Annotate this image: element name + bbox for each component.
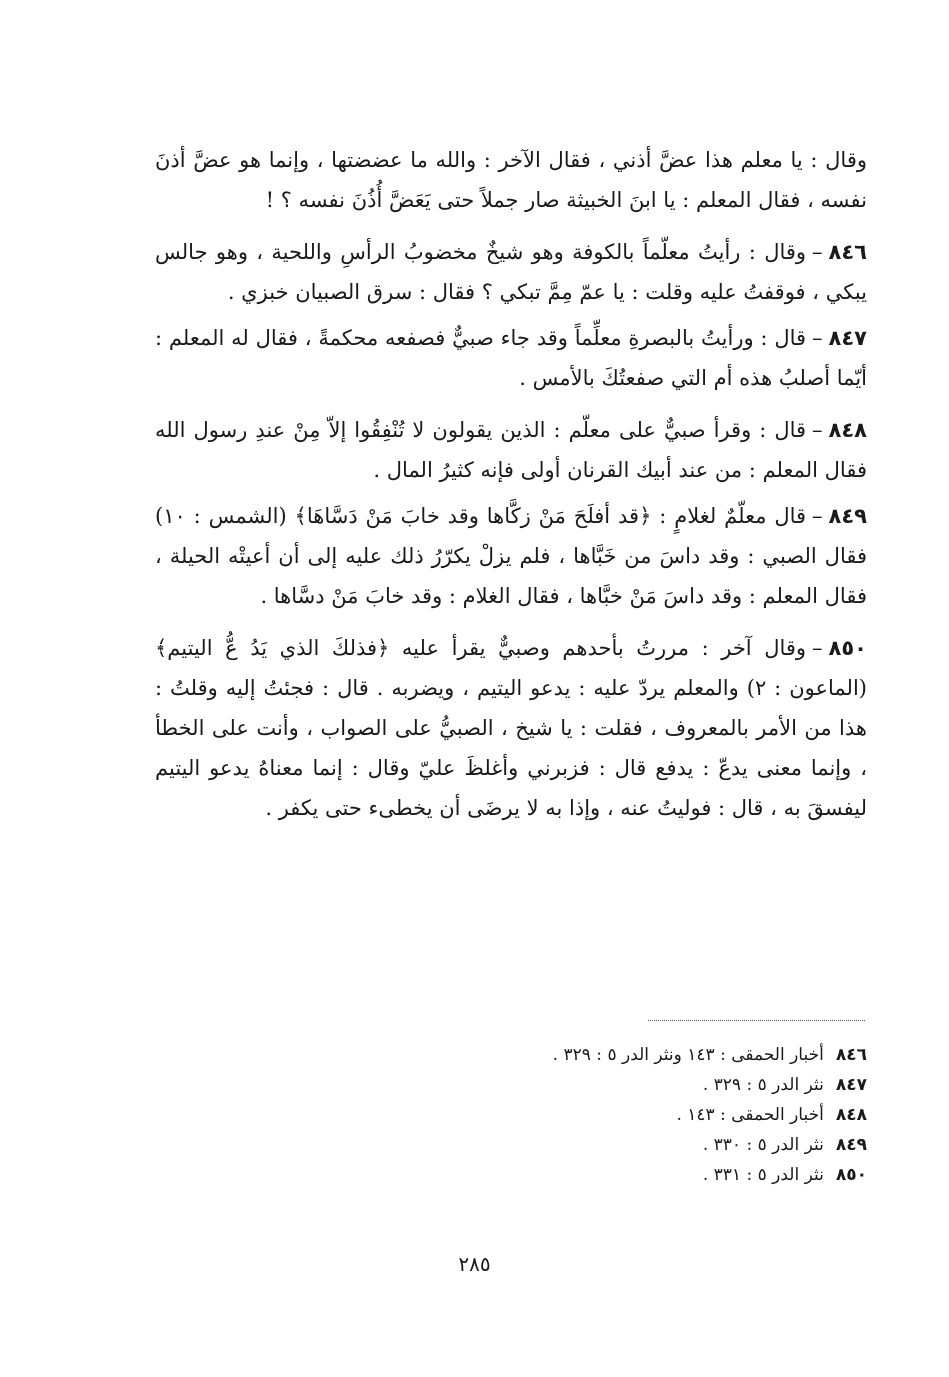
entry-number: ٨٥٠ <box>828 636 867 660</box>
paragraph-text: قال : ورأيتُ بالبصرةِ معلِّماً وقد جاء صبيٌّ فصفعه محكمةً ، فقال له المعلم : أيّما أصلبُ هذه أم التي صفعتُكَ بالأمس . <box>155 326 867 390</box>
dash-separator: – <box>812 326 823 350</box>
paragraph-847 <box>155 318 867 398</box>
footnote-text: أخبار الحمقى : ١٤٣ ونثر الدر ٥ : ٣٢٩ . <box>552 1045 824 1065</box>
paragraph-850 <box>155 628 867 828</box>
footnotes <box>455 1040 867 1190</box>
dash-separator: – <box>812 418 823 442</box>
page-number: ٢٨٥ <box>458 1252 491 1276</box>
main-text <box>155 140 867 834</box>
paragraph-848 <box>155 410 867 490</box>
footnote-number: ٨٤٨ <box>835 1105 867 1125</box>
footnote-850 <box>455 1160 867 1190</box>
paragraph-text: قال معلّمٌ لغلامٍ : ﴿قد أفلَحَ مَنْ زكَّاها وقد خابَ مَنْ دَسَّاهَا﴾ (الشمس : ١٠) فقال الصبي : وقد داسَ من خَبَّاها ، فلم يزلْ يكرّرُ ذلك عليه إلى أن أعيتْه الحيلة ، فقال المعلم : وقد داسَ مَنْ خبَّاها ، فقال الغلام : وقد خابَ مَنْ دسَّاها . <box>155 504 867 608</box>
paragraph-849 <box>155 496 867 616</box>
footnote-846 <box>455 1040 867 1070</box>
paragraph-text: وقال آخر : مررتُ بأحدهم وصبيٌّ يقرأ عليه ﴿فذلكَ الذي يَدُ عُّ اليتيم﴾ (الماعون : ٢) والمعلم يردّ عليه : يدعو اليتيم ، ويضربه . قال : فجئتُ إليه وقلتُ : هذا من الأمر بالمعروف ، فقلت : يا شيخ ، الصبيُّ على الصواب ، وأنت على الخطأ ، وإنما معنى يدعّ : يدفع قال : فزبرني وأغلظَ عليّ وقال : إنما معناهُ يدعو اليتيم ليفسقَ به ، قال : فوليتُ عنه ، وإذا به لا يرضَى أن يخطىء حتى يكفر . <box>155 636 867 820</box>
paragraph-text: قال : وقرأ صبيٌّ على معلّم : الذين يقولون لا تُنْفِقُوا إلاّ مِنْ عندِ رسول الله فقال المعلم : من عند أبيك القرنان أولى فإنه كثيرُ المال . <box>155 418 867 482</box>
entry-number: ٨٤٧ <box>828 326 867 350</box>
footnote-divider <box>648 1020 865 1021</box>
footnote-847 <box>455 1070 867 1100</box>
footnote-849 <box>455 1130 867 1160</box>
footnote-text: نثر الدر ٥ : ٣٢٩ . <box>702 1075 824 1095</box>
paragraph-text: وقال : رأيتُ معلّماً بالكوفة وهو شيخٌ مخضوبُ الرأسِ واللحية ، وهو جالس يبكي ، فوقفتُ عليه وقلت : يا عمّ مِمَّ تبكي ؟ فقال : سرق الصبيان خبزي . <box>155 240 867 304</box>
footnote-text: نثر الدر ٥ : ٣٣١ . <box>702 1165 824 1185</box>
footnote-number: ٨٤٦ <box>835 1045 867 1065</box>
paragraph-continuation <box>155 140 867 220</box>
footnote-number: ٨٥٠ <box>835 1165 867 1185</box>
footnote-number: ٨٤٧ <box>835 1075 867 1095</box>
dash-separator: – <box>812 504 823 528</box>
footnote-number: ٨٤٩ <box>835 1135 867 1155</box>
footnote-848 <box>455 1100 867 1130</box>
entry-number: ٨٤٦ <box>828 240 867 264</box>
entry-number: ٨٤٩ <box>828 504 867 528</box>
paragraph-846 <box>155 232 867 312</box>
footnote-text: أخبار الحمقى : ١٤٣ . <box>676 1105 824 1125</box>
footnote-text: نثر الدر ٥ : ٣٣٠ . <box>702 1135 824 1155</box>
entry-number: ٨٤٨ <box>828 418 867 442</box>
paragraph-text: وقال : يا معلم هذا عضَّ أذني ، فقال الآخر : والله ما عضضتها ، وإنما هو عضَّ أذنَ نفسه ، فقال المعلم : يا ابنَ الخبيثة صار جملاً حتى يَعَضَّ أُذُنَ نفسه ؟ ! <box>155 148 867 212</box>
dash-separator: – <box>812 240 823 264</box>
dash-separator: – <box>812 636 823 660</box>
